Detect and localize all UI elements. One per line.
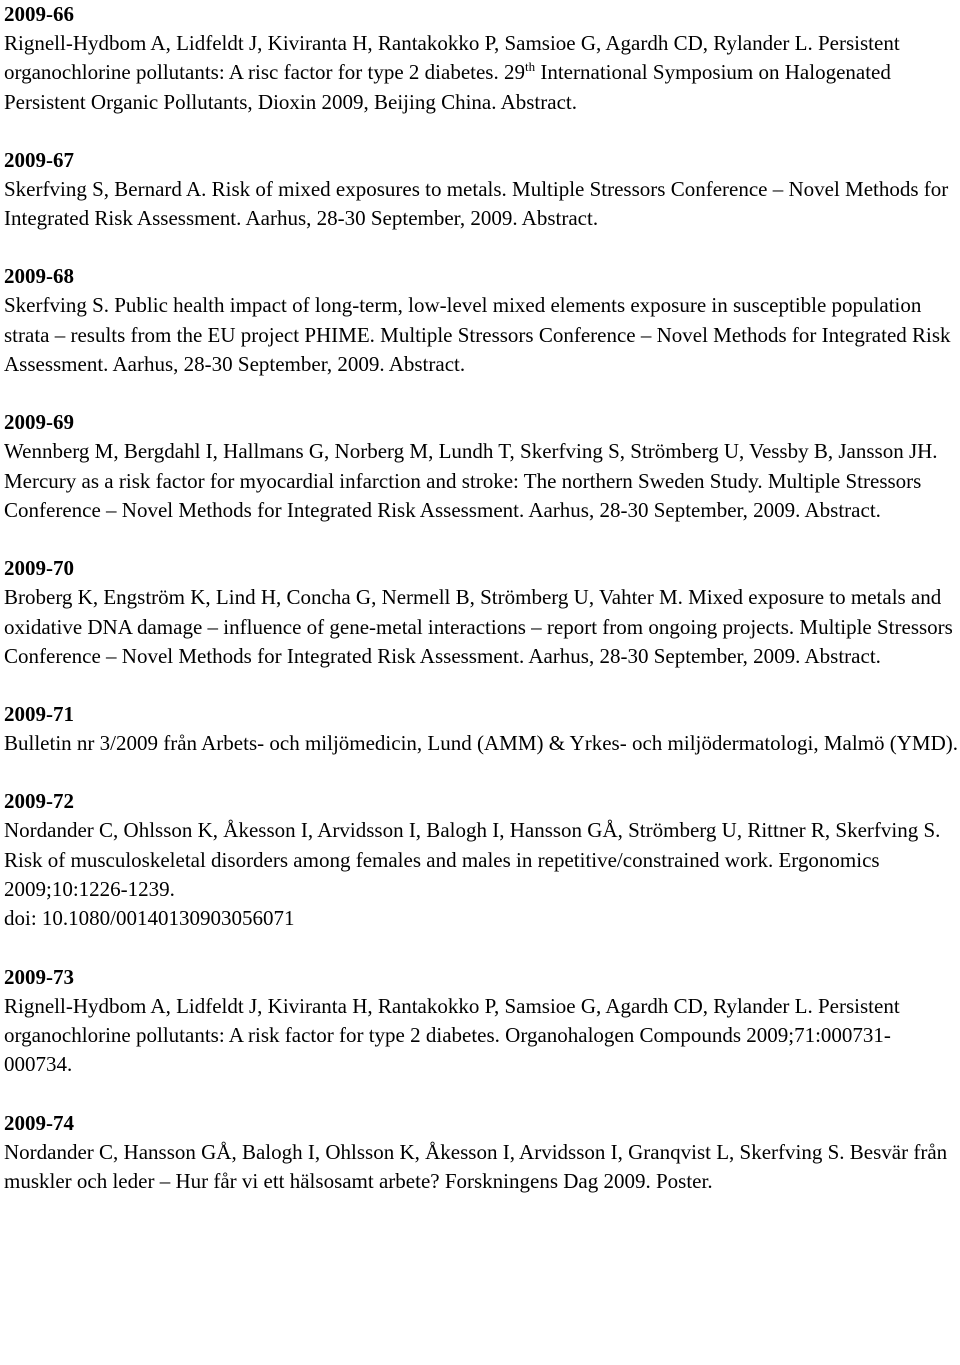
entry-text: Broberg K, Engström K, Lind H, Concha G, Nermell B, Strömberg U, Vahter M. Mixed exposure to metals and oxidative DNA damage – influence of gene-metal interactions – report from ongoing projects. Multiple Stressors Conference – Novel Methods for Integrated Risk Assessment. Aarhus, 28-30 September, 2009. Abstract. (4, 585, 953, 668)
entry-text: Nordander C, Hansson GÅ, Balogh I, Ohlsson K, Åkesson I, Arvidsson I, Granqvist L, Skerfving S. Besvär från muskler och leder – Hur får vi ett hälsosamt arbete? Forskningens Dag 2009. Poster. (4, 1139, 948, 1193)
entry-text: Rignell-Hydbom A, Lidfeldt J, Kiviranta H, Rantakokko P, Samsioe G, Agardh CD, Rylander L. Persistent organochlorine pollutants: A risk factor for type 2 diabetes. Organohalogen Compounds 2009;71:000731-000734. (4, 993, 900, 1077)
entry-spacer (4, 934, 958, 963)
entry-text: Bulletin nr 3/2009 från Arbets- och miljömedicin, Lund (AMM) & Yrkes- och miljödermatologi, Malmö (YMD). (4, 731, 958, 756)
publication-list (4, 0, 958, 1196)
entry-id: 2009-71 (4, 702, 74, 727)
entry-id: 2009-67 (4, 147, 74, 172)
entry-2009-73 (4, 963, 958, 1080)
entry-text: Wennberg M, Bergdahl I, Hallmans G, Norberg M, Lundh T, Skerfving S, Strömberg U, Vessby B, Jansson JH. Mercury as a risk factor for myocardial infarction and stroke: The northern Sweden Study. Multiple Stressors Conference – Novel Methods for Integrated Risk Assessment. Aarhus, 28-30 September, 2009. Abstract. (4, 439, 938, 522)
entry-id: 2009-74 (4, 1110, 74, 1135)
entry-2009-66 (4, 0, 958, 117)
entry-id: 2009-66 (4, 2, 74, 26)
entry-2009-68 (4, 262, 958, 379)
entry-text: Skerfving S, Bernard A. Risk of mixed exposures to metals. Multiple Stressors Conference – Novel Methods for Integrated Risk Assessment. Aarhus, 28-30 September, 2009. Abstract. (4, 176, 949, 231)
entry-2009-67 (4, 146, 958, 234)
entry-2009-72 (4, 787, 958, 933)
entry-2009-69 (4, 408, 958, 525)
entry-text: Nordander C, Ohlsson K, Åkesson I, Arvidsson I, Balogh I, Hansson GÅ, Strömberg U, Rittner R, Skerfving S. Risk of musculoskeletal disorders among females and males in repetitive/constrained work. Ergonomics 2009;10:1226-1239. (4, 818, 941, 902)
entry-text (4, 29, 958, 117)
entry-text-part: Rignell-Hydbom A, Lidfeldt J, Kiviranta H, Rantakokko P, Samsioe G, Agardh CD, Rylander L. Persistent organochlorine pollutants: A risc factor for type 2 diabetes. 29 (4, 31, 900, 85)
entry-id: 2009-70 (4, 556, 74, 581)
entry-text-part: International Symposium on Halogenated Persistent Organic Pollutants, Dioxin 2009, Beijing China. Abstract. (4, 60, 891, 114)
entry-spacer (4, 1080, 958, 1109)
entry-spacer (4, 233, 958, 262)
entry-spacer (4, 379, 958, 408)
entry-2009-74 (4, 1109, 958, 1197)
entry-2009-70 (4, 554, 958, 671)
entry-spacer (4, 758, 958, 787)
entry-spacer (4, 525, 958, 554)
entry-id: 2009-72 (4, 789, 74, 814)
entry-id: 2009-69 (4, 410, 74, 435)
entry-id: 2009-68 (4, 264, 74, 289)
entry-doi: doi: 10.1080/00140130903056071 (4, 906, 295, 931)
entry-text: Skerfving S. Public health impact of long-term, low-level mixed elements exposure in susceptible population strata – results from the EU project PHIME. Multiple Stressors Conference – Novel Methods for Integrated Risk Assessment. Aarhus, 28-30 September, 2009. Abstract. (4, 293, 951, 377)
entry-id: 2009-73 (4, 964, 74, 989)
entry-2009-71 (4, 700, 958, 758)
entry-spacer (4, 671, 958, 700)
entry-spacer (4, 117, 958, 146)
superscript: th (524, 59, 536, 75)
